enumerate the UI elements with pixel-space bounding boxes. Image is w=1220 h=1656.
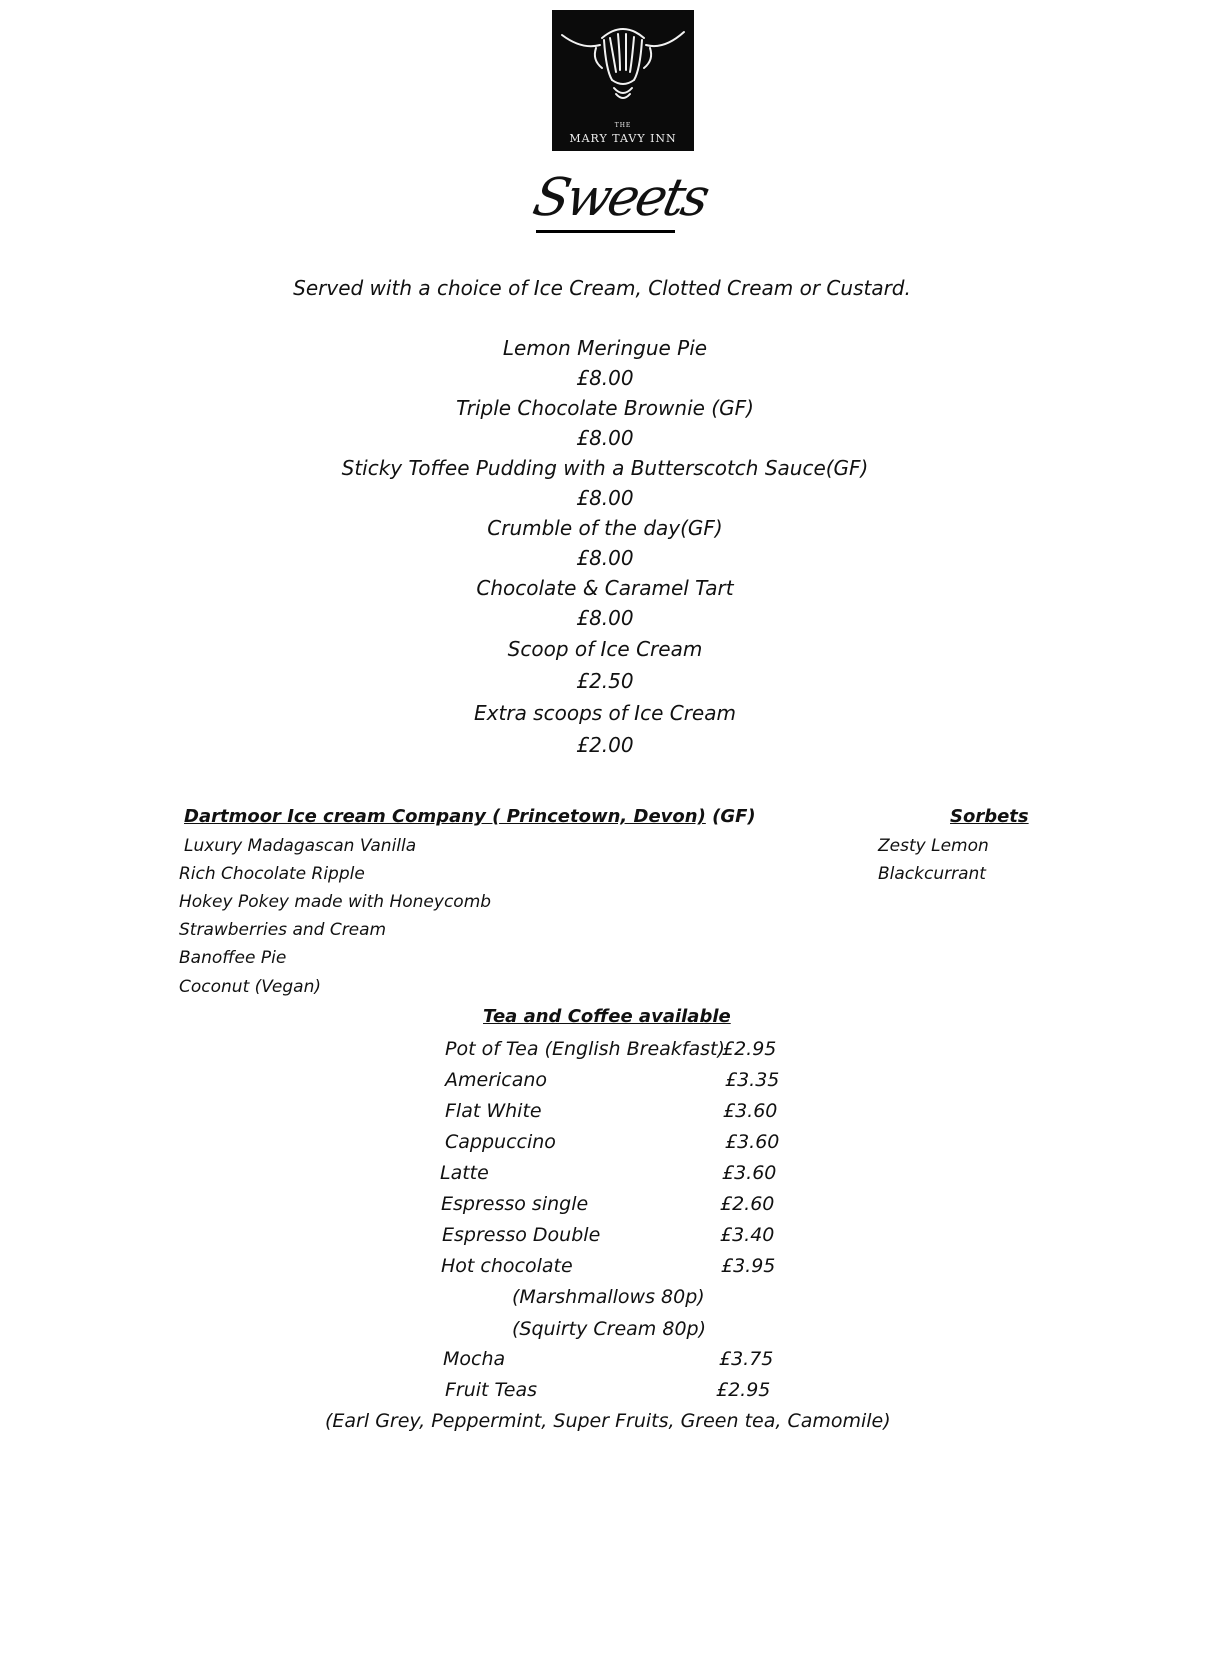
dessert-price: £8.00 xyxy=(576,546,634,570)
ice-cream-flavour: Hokey Pokey made with Honeycomb xyxy=(179,892,492,912)
drink-price: £2.95 xyxy=(716,1379,771,1401)
ice-cream-flavour: Coconut (Vegan) xyxy=(179,977,321,997)
dessert-name: Sticky Toffee Pudding with a Butterscotch Sauce(GF) xyxy=(341,456,869,480)
drink-extra: (Squirty Cream 80p) xyxy=(512,1318,707,1340)
dessert-name: Crumble of the day(GF) xyxy=(487,516,723,540)
drink-name: Cappuccino xyxy=(445,1131,556,1153)
dessert-price: £2.50 xyxy=(576,669,634,693)
ice-cream-flavour: Luxury Madagascan Vanilla xyxy=(184,836,417,856)
drink-name: Mocha xyxy=(443,1348,506,1370)
ice-cream-flavour: Rich Chocolate Ripple xyxy=(179,864,365,884)
drink-name: Hot chocolate xyxy=(441,1255,573,1277)
dessert-price: £2.00 xyxy=(576,733,634,757)
ice-cream-flavour: Banoffee Pie xyxy=(179,948,287,968)
drink-name: Americano xyxy=(445,1069,548,1091)
drink-name: Latte xyxy=(440,1162,489,1184)
drink-name: Fruit Teas xyxy=(445,1379,538,1401)
drink-price: £3.35 xyxy=(725,1069,780,1091)
drink-name: Espresso single xyxy=(441,1193,589,1215)
drink-name: Pot of Tea (English Breakfast) xyxy=(445,1038,725,1060)
drink-name: Flat White xyxy=(445,1100,542,1122)
dessert-price: £8.00 xyxy=(576,366,634,390)
ice-cream-heading xyxy=(184,806,756,827)
logo-name: MARY TAVY INN xyxy=(569,132,677,145)
dessert-name: Lemon Meringue Pie xyxy=(502,336,708,360)
drink-price: £3.40 xyxy=(720,1224,775,1246)
logo-the: THE xyxy=(614,122,632,129)
drink-price: £3.60 xyxy=(725,1131,780,1153)
drinks-heading: Tea and Coffee available xyxy=(483,1006,731,1027)
drink-price: £2.60 xyxy=(720,1193,775,1215)
dessert-name: Chocolate & Caramel Tart xyxy=(476,576,734,600)
drink-extra: (Marshmallows 80p) xyxy=(512,1286,705,1308)
drink-price: £3.75 xyxy=(719,1348,774,1370)
inn-logo xyxy=(552,10,694,151)
sorbet-flavour: Blackcurrant xyxy=(878,864,986,884)
dessert-name: Extra scoops of Ice Cream xyxy=(474,701,736,725)
drink-price: £3.60 xyxy=(723,1100,778,1122)
dessert-name: Scoop of Ice Cream xyxy=(507,637,703,661)
drink-price: £3.95 xyxy=(721,1255,776,1277)
subtitle: Served with a choice of Ice Cream, Clotted Cream or Custard. xyxy=(293,276,911,300)
sorbet-flavour: Zesty Lemon xyxy=(878,836,989,856)
ice-cream-heading-text: Dartmoor Ice cream Company ( Princetown, Devon) xyxy=(184,806,706,827)
gf-badge: (GF) xyxy=(705,806,756,827)
dessert-price: £8.00 xyxy=(576,426,634,450)
drink-name: Espresso Double xyxy=(442,1224,601,1246)
drink-price: £2.95 xyxy=(722,1038,777,1060)
fruit-teas-note: (Earl Grey, Peppermint, Super Fruits, Green tea, Camomile) xyxy=(325,1410,891,1432)
page-title: Sweets xyxy=(527,168,713,228)
dessert-price: £8.00 xyxy=(576,606,634,630)
dessert-price: £8.00 xyxy=(576,486,634,510)
title-underline xyxy=(536,230,675,233)
dessert-name: Triple Chocolate Brownie (GF) xyxy=(456,396,754,420)
highland-cow-icon xyxy=(552,10,694,120)
drink-price: £3.60 xyxy=(722,1162,777,1184)
sorbets-heading: Sorbets xyxy=(950,806,1029,827)
ice-cream-flavour: Strawberries and Cream xyxy=(179,920,387,940)
